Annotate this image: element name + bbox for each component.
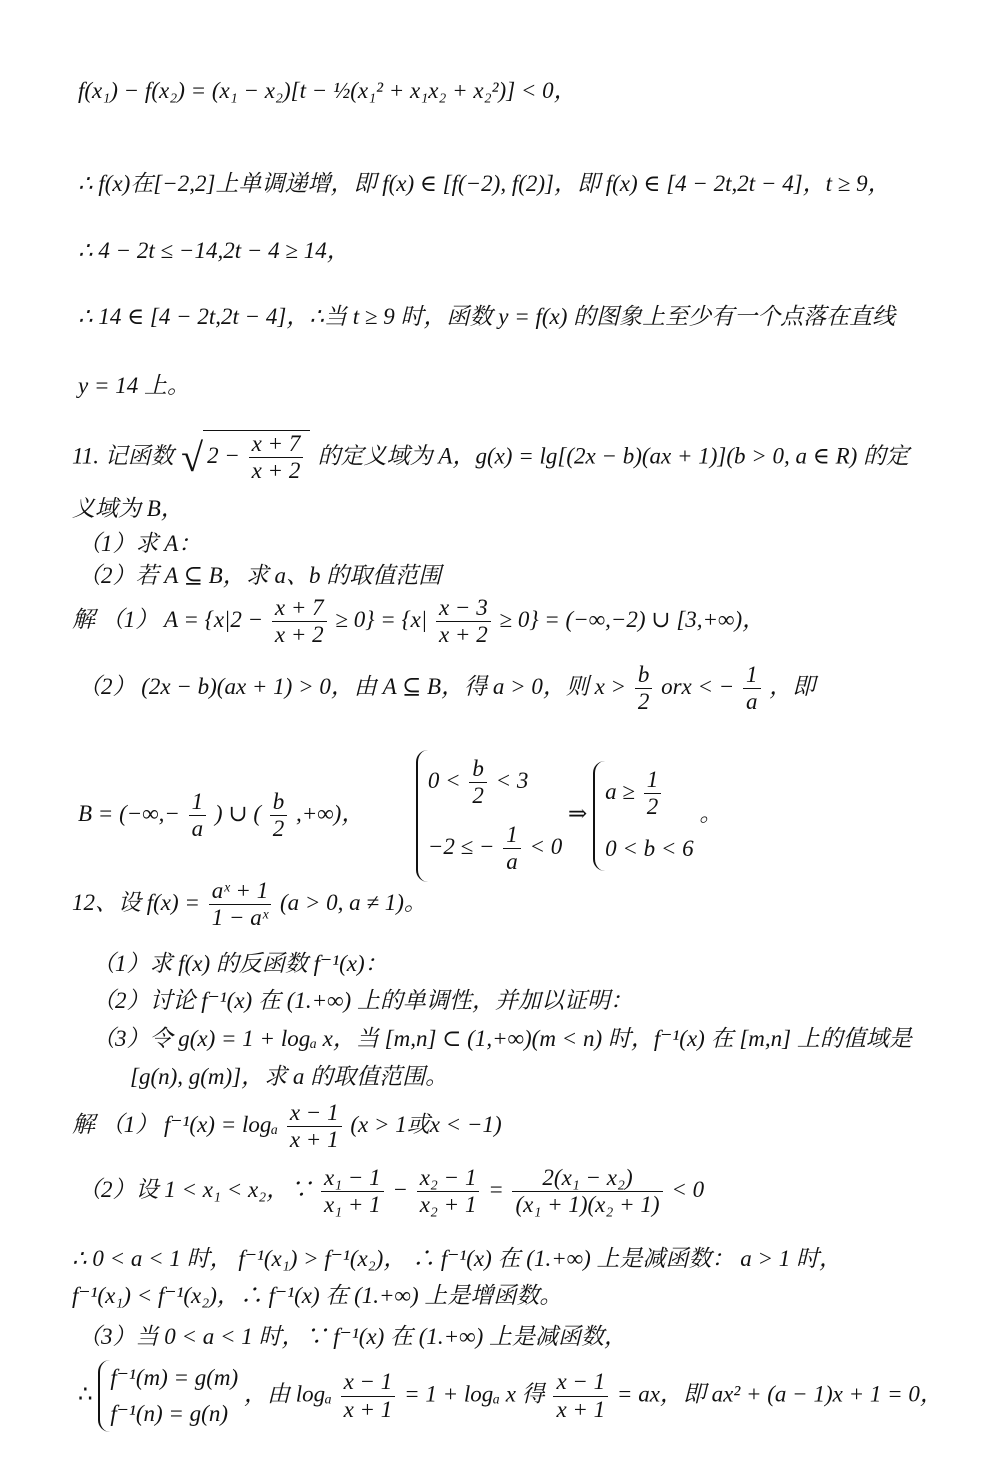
eq-line-1 — [78, 72, 1007, 105]
fraction: $\frac{\text{x₁ − 1}}{\text{x₁ + 1}}$ — [321, 1165, 384, 1219]
problem-12-q3: （3）令 g(x) = 1 + logₐ x，当 [m,n] ⊂ (1,+∞)(m < n) 时，f⁻¹(x) 在 [m,n] 上的值域是 — [92, 1026, 912, 1051]
fraction: $\frac{b}{2}$ — [469, 756, 487, 810]
fraction: $\frac{b}{2}$ — [635, 662, 653, 716]
fraction: $\frac{x + 7}{x + 2}$ — [249, 431, 304, 485]
eq-text: ∴ f(x)在[−2,2]上单调递增，即 f(x) ∈ [f(−2), f(2)]，即 f(x) ∈ [4 − 2t,2t − 4]，t ≥ 9， — [78, 171, 891, 196]
eq-text: ∴ 4 − 2t ≤ −14,2t − 4 ≥ 14， — [78, 238, 350, 263]
problem-12-solution-5: （3）当 0 < a < 1 时，∵ f⁻¹(x) 在 (1.+∞) 上是减函数， — [78, 1324, 627, 1349]
eq-line-2 — [78, 165, 1007, 198]
eq-text: 的定义域为 A，g(x) = lg[(2x − b)(ax + 1)](b > 0, a ∈ R) 的定 — [317, 443, 910, 469]
problem-11-statement — [72, 430, 1007, 485]
fraction: $\frac{b}{2}$ — [270, 789, 288, 843]
problem-11-solution-2: （2） (2x − b)(ax + 1) > 0，由 A ⊆ B，得 a > 0，则 x > $\frac{b}{2}$ orx < − $\frac{1}{a}$ ，即 — [78, 662, 816, 715]
eq-line-5 — [78, 367, 1007, 400]
eq-line-3 — [78, 232, 1007, 265]
eq-text: 11. 记函数 — [72, 443, 174, 469]
problem-12-solution-2: （2）设 1 < x₁ < x₂，∵ $\frac{\text{x₁ − 1}}{\text{x₁ + 1}}$ − $\frac{\text{x₂ − 1}}{\text{x₂ + 1}}$ = $\frac{\text{2(x₁ − x₂)}}{\text{(x₁ + 1)(x₂ + 1)}}$ < 0 — [78, 1165, 705, 1218]
eq-text: f(x₁) − f(x₂) = (x₁ − x₂)[t − ½(x₁² + x₁x₂ + x₂²)] < 0， — [78, 78, 577, 103]
fraction: $\frac{\text{2(x₁ − x₂)}}{\text{(x₁ + 1)(x₂ + 1)}}$ — [512, 1165, 662, 1219]
problem-12-solution-3: ∴ 0 < a < 1 时， f⁻¹(x₁) > f⁻¹(x₂)， ∴ f⁻¹(x) 在 (1.+∞) 上是减函数： a > 1 时， — [72, 1246, 843, 1271]
fraction: $\frac{1}{2}$ — [644, 767, 662, 821]
equation-system: f⁻¹(m) = g(m) f⁻¹(n) = g(n) — [98, 1360, 238, 1432]
problem-12-solution-4: f⁻¹(x₁) < f⁻¹(x₂)，∴ f⁻¹(x) 在 (1.+∞) 上是增函数。 — [72, 1283, 563, 1308]
problem-12-q3-line-2: [g(n), g(m)]，求 a 的取值范围。 — [130, 1064, 449, 1089]
problem-11-line-2: 义域为 B， — [72, 496, 184, 521]
fraction: $\frac{x + 7}{x + 2}$ — [272, 595, 327, 649]
problem-12-q1: （1）求 f(x) 的反函数 f⁻¹(x)： — [92, 951, 388, 976]
inequality-system-1: 0 < $\frac{b}{2}$ < 3 −2 ≤ − $\frac{1}{a}$ < 0 — [416, 750, 562, 882]
problem-11-q1: （1）求 A： — [78, 531, 202, 556]
problem-11-q2: （2）若 A ⊆ B，求 a、b 的取值范围 — [78, 563, 442, 588]
fraction: $\frac{x - 3}{x + 2}$ — [436, 595, 491, 649]
fraction: $\frac{\text{aˣ + 1}}{\text{1 − aˣ}}$ — [209, 878, 272, 932]
fraction: $\frac{1}{a}$ — [189, 789, 207, 843]
eq-line-4 — [78, 298, 1007, 331]
fraction: $\frac{x - 1}{x + 1}$ — [287, 1100, 342, 1154]
problem-12-solution-6: ∴ f⁻¹(m) = g(m) f⁻¹(n) = g(n) ，由 logₐ $\frac{x - 1}{x + 1}$ = 1 + logₐ x 得 $\frac{x - 1}{x + 1}$ = ax，即 ax² + (a − 1)x + 1 = 0， — [78, 1360, 1007, 1432]
fraction: $\frac{x - 1}{x + 1}$ — [341, 1369, 396, 1423]
problem-12-solution-1: 解 （1） f⁻¹(x) = logₐ $\frac{x - 1}{x + 1}$ (x > 1或x < −1) — [72, 1100, 502, 1153]
fraction: $\frac{x - 1}{x + 1}$ — [553, 1369, 608, 1423]
fraction: $\frac{1}{a}$ — [743, 662, 761, 716]
problem-11-set-B: B = (−∞,− $\frac{1}{a}$ ) ∪ ( $\frac{b}{2}$ ,+∞)， 0 < $\frac{b}{2}$ < 3 −2 ≤ − $\frac{1}{a}$ < 0 ⇒ a ≥ $\frac{1}{2}$ 0 < b < 6 。 — [78, 750, 1007, 882]
eq-text: ∴ 14 ∈ [4 − 2t,2t − 4]，∴当 t ≥ 9 时，函数 y = f(x) 的图象上至少有一个点落在直线 — [78, 304, 896, 329]
implies-arrow: ⇒ — [568, 801, 588, 827]
problem-12-statement: 12、设 f(x) = $\frac{\text{aˣ + 1}}{\text{1 − aˣ}}$ (a > 0, a ≠ 1)。 — [72, 878, 427, 931]
fraction: $\frac{1}{a}$ — [503, 822, 521, 876]
problem-12-q2: （2）讨论 f⁻¹(x) 在 (1.+∞) 上的单调性，并加以证明： — [92, 988, 633, 1013]
fraction: $\frac{\text{x₂ − 1}}{\text{x₂ + 1}}$ — [417, 1165, 480, 1219]
sqrt-body: 2 − $\frac{x + 7}{x + 2}$ — [203, 430, 310, 485]
sqrt-sign: √ — [181, 434, 204, 480]
eq-text: y = 14 上。 — [78, 373, 190, 398]
problem-11-solution-1: 解 （1） A = {x|2 − $\frac{x + 7}{x + 2}$ ≥ 0} = {x| $\frac{x - 3}{x + 2}$ ≥ 0} = (−∞,−2) ∪ [3,+∞)， — [72, 595, 766, 648]
inequality-system-2: a ≥ $\frac{1}{2}$ 0 < b < 6 — [593, 761, 694, 871]
